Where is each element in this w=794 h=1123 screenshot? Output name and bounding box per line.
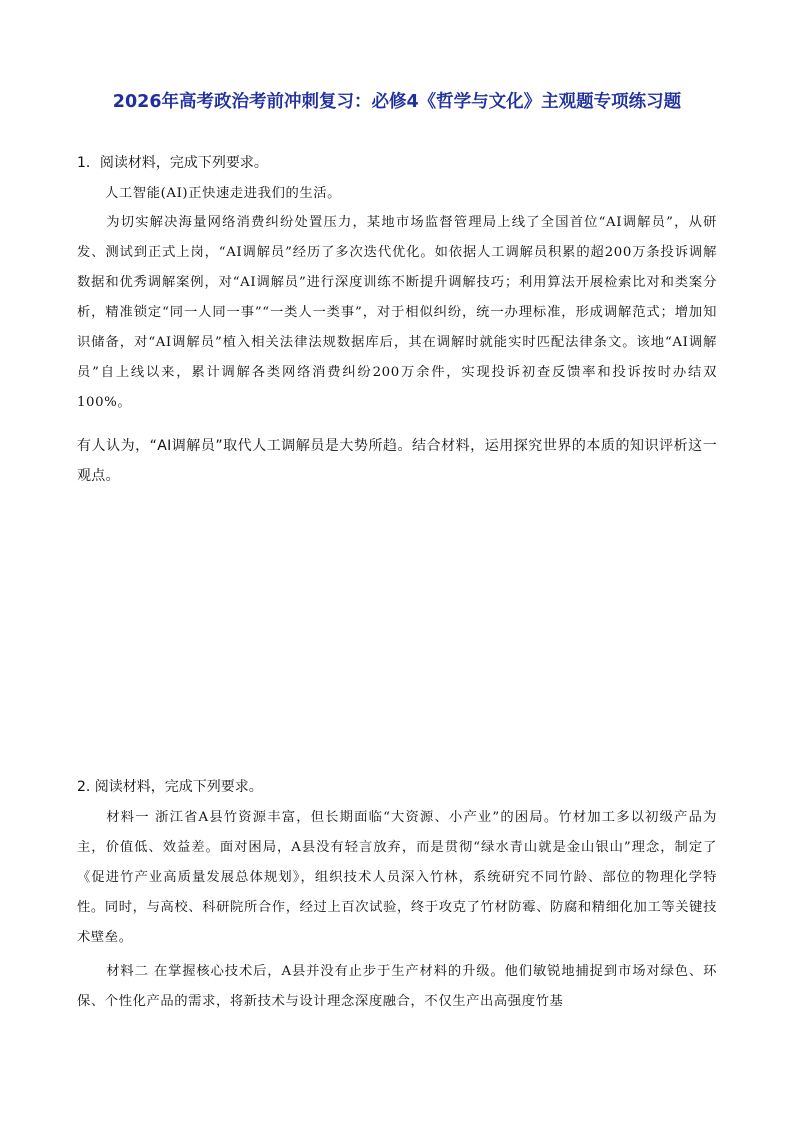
question-2-material-1 xyxy=(77,803,717,953)
question-1-material xyxy=(77,208,717,418)
question-2-material-1-text: 材料一 浙江省A县竹资源丰富，但长期面临“大资源、小产业”的困局。竹材加工多以初级产品为主，价值低、效益差。面对困局，A县没有轻言放弃，而是贯彻“绿水青山就是金山银山”理念，制定了《促进竹产业高质量发展总体规划》，组织技术人员深入竹林，系统研究不同竹龄、部位的物理化学特性。同时，与高校、科研院所合作，经过上百次试验，终于攻克了竹材防霉、防腐和精细化加工等关键技术壁垒。 xyxy=(77,810,717,945)
question-1-material-text: 为切实解决海量网络消费纠纷处置压力，某地市场监督管理局上线了全国首位“AI调解员”，从研发、测试到正式上岗，“AI调解员”经历了多次迭代优化。如依据人工调解员积累的超200万条投诉调解数据和优秀调解案例，对“AI调解员”进行深度训练不断提升调解技巧；利用算法开展检索比对和类案分析，精准锁定“同一人同一事”“一类人一类事”，对于相似纠纷，统一办理标准，形成调解范式；增加知识储备，对“AI调解员”植入相关法律法规数据库后，其在调解时就能实时匹配法律条文。该地“AI调解员”自上线以来，累计调解各类网络消费纠纷200万余件，实现投诉初查反馈率和投诉按时办结双100%。 xyxy=(77,215,717,410)
question-2-material-2 xyxy=(77,957,717,1017)
document-title: 2026年高考政治考前冲刺复习：必修4《哲学与文化》主观题专项练习题 xyxy=(112,92,682,112)
question-1-prompt: 有人认为，“AI调解员”取代人工调解员是大势所趋。结合材料，运用探究世界的本质的知识评析这一观点。 xyxy=(77,438,717,484)
question-2-heading: 2. 阅读材料，完成下列要求。 xyxy=(77,779,263,795)
question-1-heading: 1．阅读材料，完成下列要求。 xyxy=(77,155,268,171)
question-1-lead: 人工智能(AI)正快速走进我们的生活。 xyxy=(105,186,342,201)
question-2-material-2-text: 材料二 在掌握核心技术后，A县并没有止步于生产材料的升级。他们敏锐地捕捉到市场对绿色、环保、个性化产品的需求，将新技术与设计理念深度融合，不仅生产出高强度竹基 xyxy=(77,964,717,1009)
